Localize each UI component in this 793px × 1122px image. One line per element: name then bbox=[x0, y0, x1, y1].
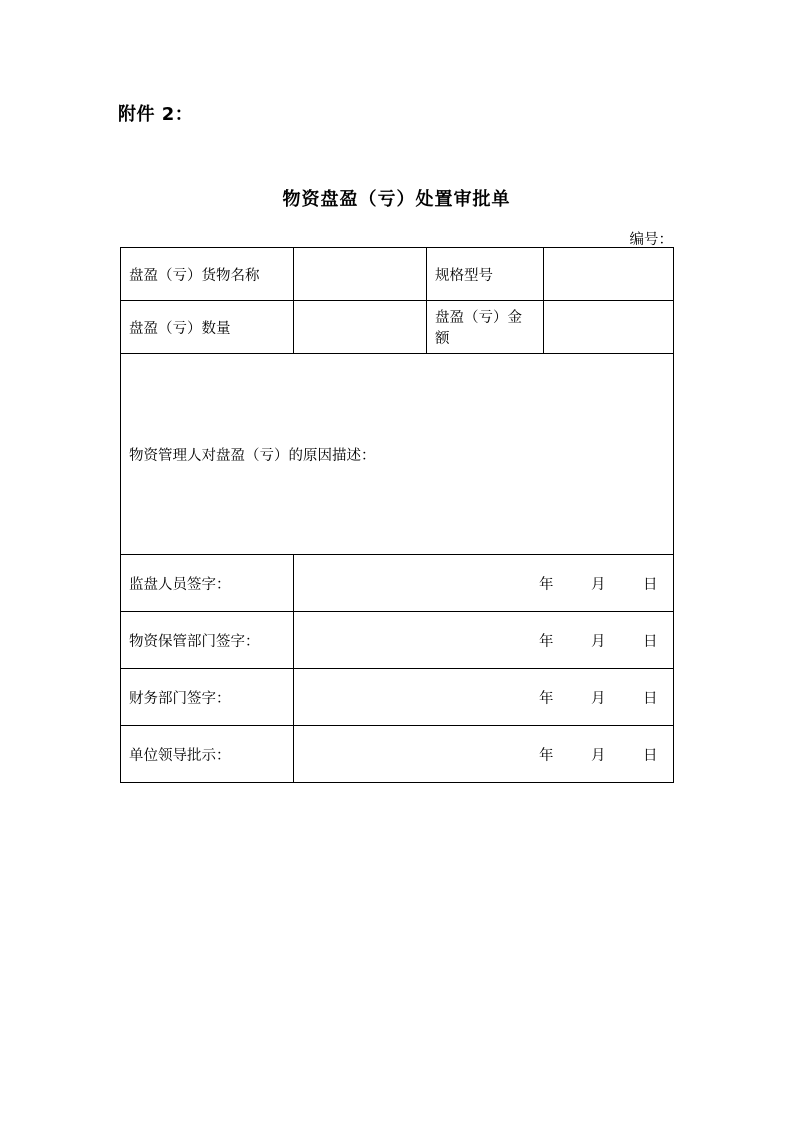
attachment-label: 附件 2： bbox=[118, 104, 194, 125]
day-unit: 日 bbox=[643, 690, 658, 707]
serial-number-label: 编号： bbox=[629, 232, 673, 248]
supervisor-signature-label: 监盘人员签字： bbox=[121, 555, 294, 612]
amount-label: 盘盈（亏）金额 bbox=[427, 301, 544, 354]
goods-name-label: 盘盈（亏）货物名称 bbox=[121, 248, 294, 301]
year-unit: 年 bbox=[539, 747, 554, 764]
table-row bbox=[121, 612, 674, 669]
year-unit: 年 bbox=[539, 633, 554, 650]
date-row bbox=[302, 573, 665, 594]
table-row bbox=[121, 354, 674, 555]
day-unit: 日 bbox=[643, 633, 658, 650]
goods-name-value[interactable] bbox=[294, 248, 427, 301]
table-row bbox=[121, 726, 674, 783]
finance-department-signature-date[interactable] bbox=[294, 669, 674, 726]
finance-department-signature-label: 财务部门签字： bbox=[121, 669, 294, 726]
month-unit: 月 bbox=[591, 747, 606, 764]
spec-model-value[interactable] bbox=[544, 248, 674, 301]
month-unit: 月 bbox=[591, 576, 606, 593]
storage-department-signature-label: 物资保管部门签字： bbox=[121, 612, 294, 669]
supervisor-signature-date[interactable] bbox=[294, 555, 674, 612]
month-unit: 月 bbox=[591, 633, 606, 650]
date-row bbox=[302, 744, 665, 765]
amount-value[interactable] bbox=[544, 301, 674, 354]
storage-department-signature-date[interactable] bbox=[294, 612, 674, 669]
date-row bbox=[302, 687, 665, 708]
quantity-value[interactable] bbox=[294, 301, 427, 354]
table-row bbox=[121, 555, 674, 612]
leader-instruction-label: 单位领导批示： bbox=[121, 726, 294, 783]
approval-form-table bbox=[120, 247, 674, 783]
spec-model-label: 规格型号 bbox=[427, 248, 544, 301]
day-unit: 日 bbox=[643, 747, 658, 764]
page-title: 物资盘盈（亏）处置审批单 bbox=[282, 189, 511, 210]
table-row bbox=[121, 669, 674, 726]
reason-description-cell[interactable]: 物资管理人对盘盈（亏）的原因描述： bbox=[121, 354, 674, 555]
month-unit: 月 bbox=[591, 690, 606, 707]
year-unit: 年 bbox=[539, 576, 554, 593]
day-unit: 日 bbox=[643, 576, 658, 593]
leader-instruction-date[interactable] bbox=[294, 726, 674, 783]
table-row bbox=[121, 301, 674, 354]
year-unit: 年 bbox=[539, 690, 554, 707]
table-row bbox=[121, 248, 674, 301]
quantity-label: 盘盈（亏）数量 bbox=[121, 301, 294, 354]
date-row bbox=[302, 630, 665, 651]
